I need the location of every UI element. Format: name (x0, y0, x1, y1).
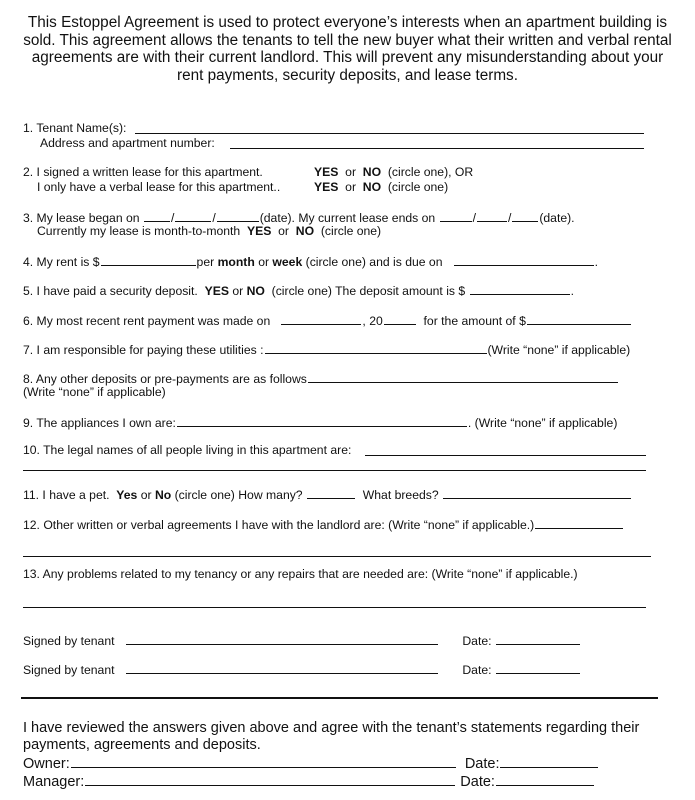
q1-address-field[interactable] (230, 148, 644, 149)
q3-date-end: (date). (539, 211, 575, 225)
q2-verbal-no[interactable]: NO (362, 180, 382, 194)
q5-label: 5. I have paid a security deposit. (23, 284, 198, 298)
tenant-signature-field-1[interactable] (126, 632, 438, 645)
q5-amount-label: (circle one) The deposit amount is $ (271, 284, 466, 298)
tenant-signature-2 (23, 661, 581, 677)
q7-label: 7. I am responsible for paying these utilities : (23, 343, 264, 357)
q4-rent (23, 253, 598, 269)
q2-circle: (circle one) (387, 180, 449, 194)
q1-tenant-name-field[interactable] (135, 133, 644, 134)
q3-month-to-month (37, 224, 381, 238)
q9-label: 9. The appliances I own are: (23, 416, 176, 430)
q8-deposits-field[interactable] (308, 370, 618, 383)
q7-utilities-field[interactable] (265, 341, 487, 354)
q3-circle: (circle one) (320, 224, 382, 238)
q4-due-field[interactable] (454, 253, 594, 266)
q3-yes[interactable]: YES (246, 224, 272, 238)
q3-or: or (278, 224, 289, 238)
q2-verbal-choice[interactable] (314, 180, 448, 194)
q5-security-deposit (23, 282, 574, 298)
q2-written-yes[interactable]: YES (314, 165, 339, 179)
q4-month[interactable]: month (217, 255, 255, 269)
q9-appliances-field[interactable] (177, 414, 467, 427)
q5-no[interactable]: NO (246, 284, 265, 298)
q4-per: per (196, 255, 215, 269)
q12-label: 12. Other written or verbal agreements I have with the landlord are: (Write “none” if applicable.) (23, 518, 535, 532)
manager-signature-field[interactable] (85, 771, 455, 786)
tenant-signature-field-2[interactable] (126, 661, 438, 674)
q5-period: . (570, 284, 574, 298)
q2-circle-or: (circle one), OR (387, 165, 474, 179)
tenant-signature-1 (23, 632, 581, 648)
q2-verbal-lease: I only have a verbal lease for this apartment.. (37, 180, 281, 194)
q9-note: . (Write “none” if applicable) (467, 416, 618, 430)
q13-problems-label: 13. Any problems related to my tenancy or any repairs that are needed are: (Write “none” if applicable.) (23, 567, 578, 581)
q8-label: 8. Any other deposits or pre-payments are as follows (23, 372, 307, 386)
q11-breeds-field[interactable] (443, 486, 631, 499)
q8-deposits (23, 370, 619, 386)
q12-field-2[interactable] (23, 556, 651, 557)
q4-rent-amount[interactable] (101, 253, 196, 266)
section-divider (21, 697, 658, 699)
q11-count-field[interactable] (307, 486, 355, 499)
q10-occupants-field-2[interactable] (23, 470, 646, 471)
q2-written-no[interactable]: NO (362, 165, 382, 179)
q4-rent-label: 4. My rent is $ (23, 255, 100, 269)
q8-note: (Write “none” if applicable) (23, 385, 166, 399)
q1-tenant-name-label: 1. Tenant Name(s): (23, 121, 127, 135)
q3-lease-dates: 3. My lease began on / / (date). My current lease ends on / / (date). (23, 211, 575, 225)
q3-begin-month[interactable] (144, 209, 170, 222)
q13-field[interactable] (23, 607, 646, 608)
q6-year-label: , 20 (362, 314, 383, 328)
q6-amount-field[interactable] (527, 312, 631, 325)
owner-label: Owner: (23, 756, 70, 772)
manager-label: Manager: (23, 774, 85, 790)
q12-field-1[interactable] (535, 516, 623, 529)
signed-label-2: Signed by tenant (23, 663, 115, 677)
q2-or-1: or (345, 165, 357, 179)
q6-year-field[interactable] (384, 312, 416, 325)
q1-address-label: Address and apartment number: (40, 136, 215, 150)
q10-occupants-field-1[interactable] (365, 455, 646, 456)
q6-amount-label: for the amount of $ (423, 314, 526, 328)
q12-agreements (23, 516, 624, 532)
q11-label: 11. I have a pet. (23, 488, 110, 502)
q4-week[interactable]: week (272, 255, 303, 269)
q10-occupants-label: 10. The legal names of all people living in this apartment are: (23, 443, 352, 457)
q4-due-label: (circle one) and is due on (305, 255, 443, 269)
q3-begin-day[interactable] (175, 209, 211, 222)
q3-mtm-label: Currently my lease is month-to-month (37, 224, 241, 238)
q11-or: or (140, 488, 152, 502)
q3-begin-year[interactable] (217, 209, 259, 222)
q2-written-choice[interactable] (314, 165, 473, 179)
q5-amount-field[interactable] (470, 282, 570, 295)
q3-end-month[interactable] (440, 209, 472, 222)
q3-end-day[interactable] (477, 209, 507, 222)
q11-how-many: (circle one) How many? (174, 488, 303, 502)
manager-date-field[interactable] (496, 771, 594, 786)
q11-breeds: What breeds? (362, 488, 439, 502)
q7-note: (Write “none” if applicable) (487, 343, 631, 357)
q2-verbal-yes[interactable]: YES (314, 180, 339, 194)
q4-or: or (258, 255, 270, 269)
q3-end-year[interactable] (512, 209, 538, 222)
owner-signature (23, 753, 599, 772)
q6-recent-payment (23, 312, 632, 328)
date-label-2: Date: (462, 663, 492, 677)
q11-yes[interactable]: Yes (116, 488, 138, 502)
manager-date-label: Date: (460, 774, 495, 790)
q4-period: . (594, 255, 599, 269)
q3-no[interactable]: NO (295, 224, 315, 238)
q7-utilities (23, 341, 630, 357)
review-statement: I have reviewed the answers given above and agree with the tenant’s statements regarding their payments, agreements and deposits. (23, 720, 640, 753)
q5-or: or (232, 284, 244, 298)
q2-or-2: or (345, 180, 357, 194)
q2-written-lease: 2. I signed a written lease for this apartment. (23, 165, 263, 179)
q5-yes[interactable]: YES (204, 284, 229, 298)
date-field-2[interactable] (496, 661, 580, 674)
q9-appliances (23, 414, 617, 430)
date-field-1[interactable] (496, 632, 580, 645)
intro-paragraph: This Estoppel Agreement is used to protect everyone’s interests when an apartment building is sold. This agreement allows the tenants to tell the new buyer what their written and verbal rental agreements are with their current landlord. This will prevent any misunderstanding about your rent payments, security deposits, and lease terms. (23, 14, 672, 84)
q3-began-label: 3. My lease began on (23, 211, 140, 225)
signed-label-1: Signed by tenant (23, 634, 115, 648)
q3-ends-label: (date). My current lease ends on (259, 211, 436, 225)
q6-label: 6. My most recent rent payment was made on (23, 314, 271, 328)
manager-signature (23, 771, 595, 790)
q6-date-field[interactable] (281, 312, 361, 325)
owner-date-label: Date: (464, 756, 500, 772)
q11-pet (23, 486, 632, 502)
date-label-1: Date: (462, 634, 492, 648)
owner-signature-field[interactable] (71, 753, 456, 768)
owner-date-field[interactable] (500, 753, 598, 768)
q11-no[interactable]: No (154, 488, 172, 502)
